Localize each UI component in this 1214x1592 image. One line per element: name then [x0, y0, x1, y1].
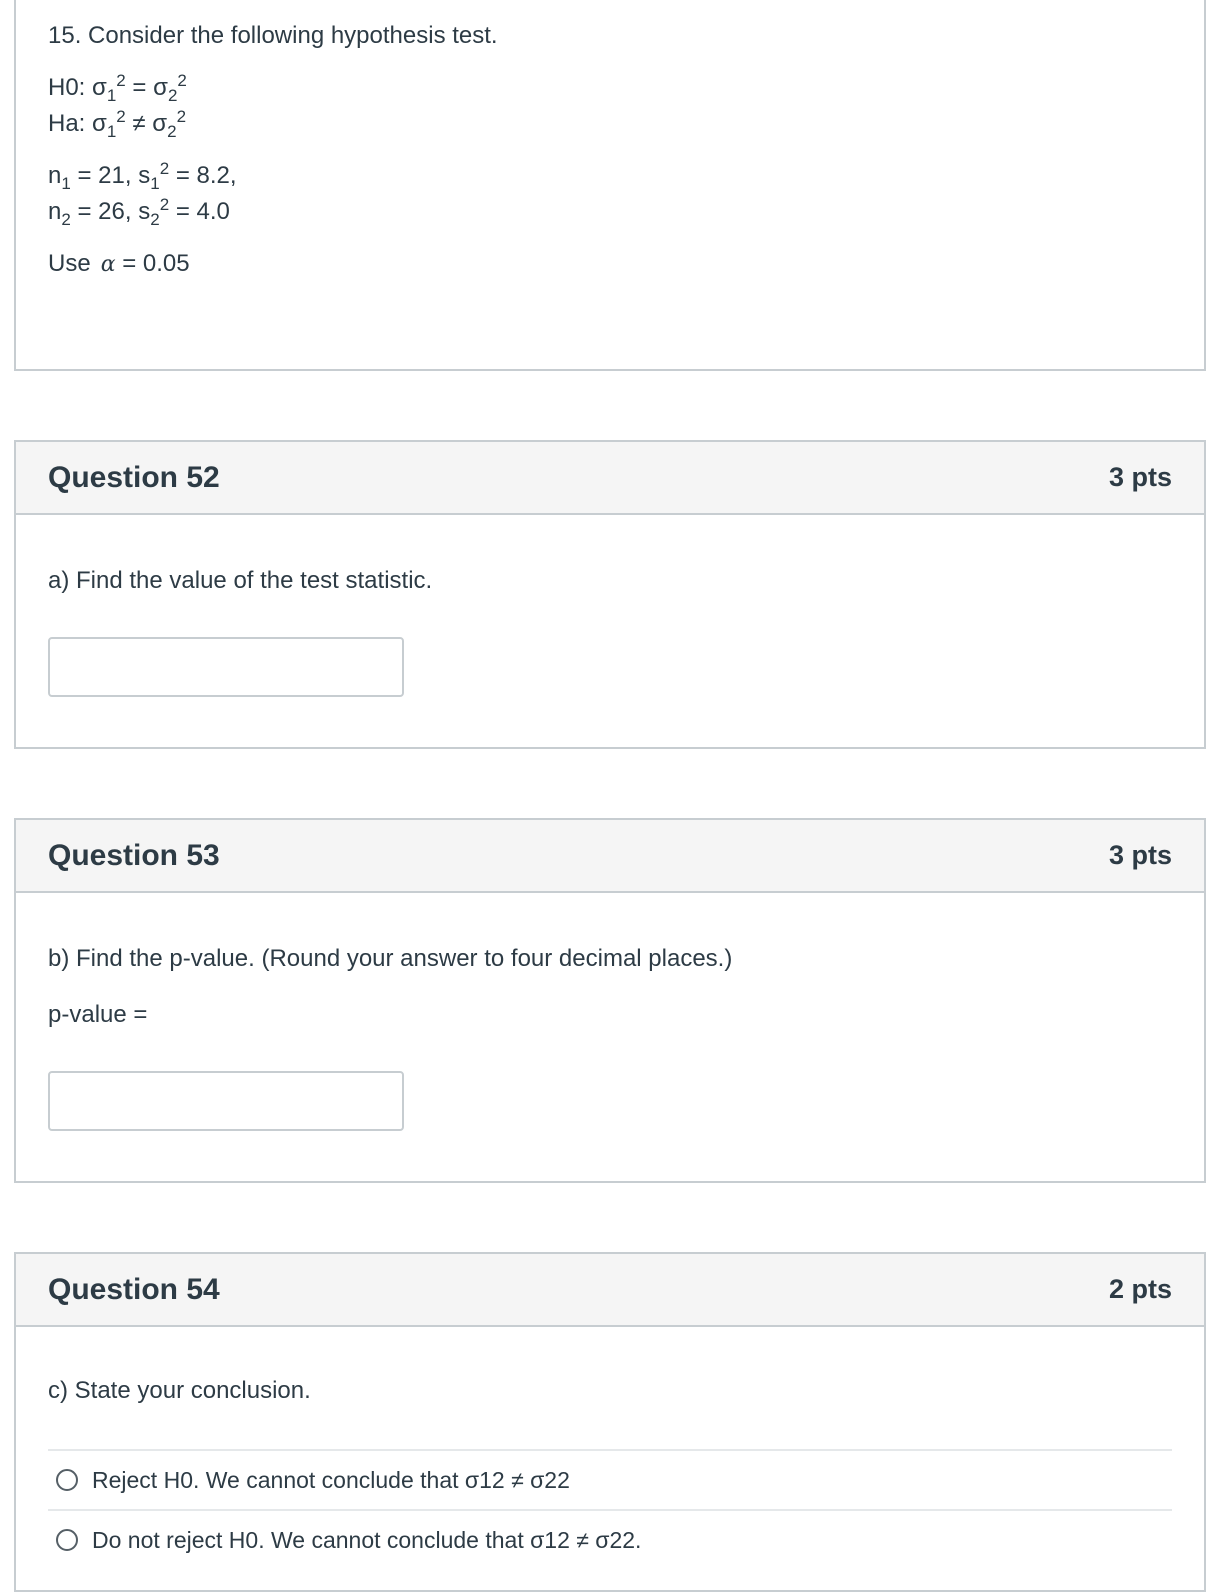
answer-choice-do-not-reject[interactable]	[48, 1509, 1172, 1569]
s1-sup: 2	[159, 159, 170, 178]
radio-button[interactable]	[56, 1469, 78, 1491]
question-stem-body	[16, 0, 1204, 283]
p-value-input[interactable]	[48, 1071, 404, 1131]
ha-sub2: 2	[167, 121, 177, 141]
h0-sup2: 2	[177, 71, 187, 90]
ha-sup2: 2	[176, 107, 187, 126]
alpha-prefix: Use	[48, 250, 91, 277]
n2-value: = 26, s	[70, 198, 151, 225]
h0-prefix: H0: σ	[48, 74, 107, 101]
null-hypothesis	[48, 70, 1172, 106]
s1-sub: 1	[150, 173, 160, 193]
alpha-line	[48, 246, 1172, 283]
alpha-value: = 0.05	[115, 250, 190, 277]
n2-label: n	[48, 198, 62, 225]
question-points: 3 pts	[1108, 840, 1172, 870]
question-title: Question 52	[48, 460, 220, 494]
question-header	[16, 1254, 1204, 1327]
choice-label: Do not reject H0. We cannot conclude that σ12 ≠ σ22.	[92, 1526, 642, 1553]
question-53-panel	[14, 818, 1206, 1183]
sample2-stats	[48, 194, 1172, 230]
sample-stats-block	[48, 158, 1172, 230]
h0-sup1: 2	[116, 71, 126, 90]
alternative-hypothesis	[48, 106, 1172, 142]
s2-sub: 2	[150, 209, 160, 229]
question-text: a) Find the value of the test statistic.	[48, 567, 433, 594]
question-body	[16, 893, 1204, 1131]
stem-title: 15. Consider the following hypothesis test.	[48, 22, 498, 49]
h0-sub1: 1	[106, 85, 117, 105]
h0-sub2: 2	[167, 85, 178, 105]
question-stem-panel	[14, 0, 1206, 371]
ha-sup1: 2	[116, 107, 126, 126]
choice-label: Reject H0. We cannot conclude that σ12 ≠ σ22	[92, 1466, 570, 1493]
s2-value: = 4.0	[169, 198, 230, 225]
ha-mid: ≠ σ	[125, 110, 168, 137]
question-header	[16, 442, 1204, 515]
question-body	[16, 515, 1204, 697]
n2-sub: 2	[61, 209, 71, 229]
s1-value: = 8.2,	[169, 162, 237, 189]
question-points: 3 pts	[1108, 462, 1172, 492]
ha-prefix: Ha: σ	[48, 110, 107, 137]
hypotheses-block	[48, 70, 1172, 142]
ha-sub1: 1	[106, 121, 117, 141]
answer-choices	[48, 1449, 1172, 1569]
n1-label: n	[48, 162, 62, 189]
alpha-symbol: α	[100, 252, 116, 277]
answer-choice-reject[interactable]	[48, 1449, 1172, 1509]
n1-sub: 1	[61, 173, 71, 193]
test-statistic-input[interactable]	[48, 637, 404, 697]
s2-sup: 2	[159, 195, 170, 214]
p-value-label: p-value =	[48, 1001, 148, 1028]
question-52-panel	[14, 440, 1206, 749]
question-title: Question 54	[48, 1272, 220, 1306]
h0-mid: = σ	[125, 74, 168, 101]
question-title: Question 53	[48, 838, 220, 872]
question-text: c) State your conclusion.	[48, 1377, 311, 1404]
radio-button[interactable]	[56, 1529, 78, 1551]
question-body	[16, 1327, 1204, 1569]
question-54-panel	[14, 1252, 1206, 1592]
n1-value: = 21, s	[70, 162, 151, 189]
question-header	[16, 820, 1204, 893]
question-points: 2 pts	[1108, 1274, 1172, 1304]
sample1-stats	[48, 158, 1172, 194]
question-text: b) Find the p-value. (Round your answer to four decimal places.)	[48, 945, 733, 972]
